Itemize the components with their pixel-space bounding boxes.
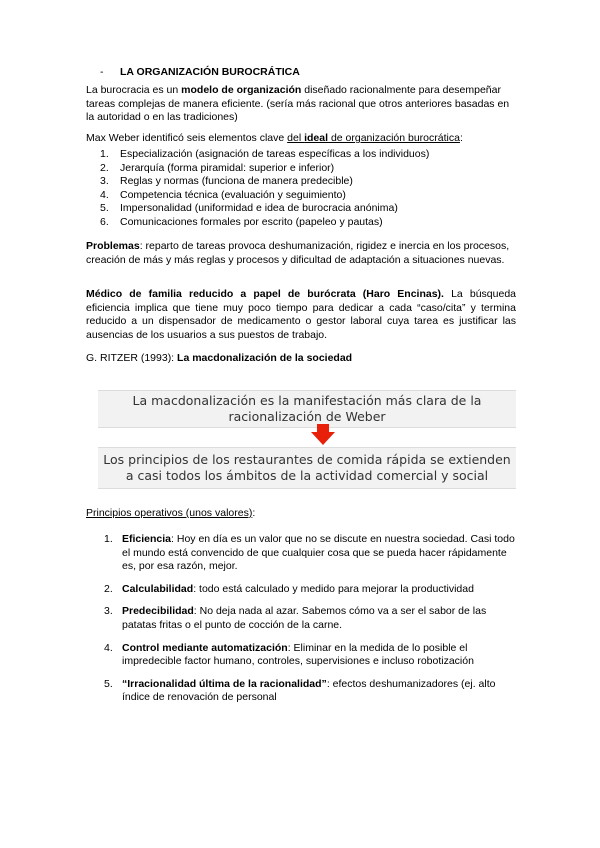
arrow-head	[311, 432, 335, 445]
list-item: 4. Competencia técnica (evaluación y seguimiento)	[100, 188, 346, 201]
list-item: 2. Jerarquía (forma piramidal: superior e inferior)	[100, 161, 335, 174]
list-item: 1. Eficiencia: Hoy en día es un valor que no se discute en nuestra sociedad. Casi todo el mundo está convencido de que cualquier cosa que se pueda hacer rápidamente es, por esa razón, mejor.	[104, 533, 515, 573]
intro-suffix: diseñado racionalmente para desempeñar tareas complejas de manera eficiente. (sería más racional que otros anteriores basadas en la autoridad o en las tradiciones)	[86, 84, 510, 124]
list-item: 3. Predecibilidad: No deja nada al azar. Sabemos cómo va a ser el sabor de las patatas fritas o el punto de cocción de la carne.	[104, 605, 487, 631]
down-arrow-icon	[311, 424, 335, 446]
weber-ideal-phrase: del ideal de organización burocrática	[287, 132, 460, 144]
weber-prefix: Max Weber identificó seis elementos clave	[86, 132, 288, 144]
list-item: 5. Impersonalidad (uniformidad e idea de burocracia anónima)	[100, 202, 398, 215]
doctor-text: La búsqueda eficiencia implica que tiene muy poco tiempo para dedicar a cada “caso/cita” y termina reducido a un dispensador de medicamento o gestor laboral cuya tarea es justificar las ausencias de los usuarios a sus puestos de trabajo.	[86, 288, 516, 341]
ritzer-title: La macdonalización de la sociedad	[177, 352, 353, 364]
problems-paragraph	[86, 240, 516, 267]
list-item: 2. Calculabilidad: todo está calculado y medido para mejorar la productividad	[104, 582, 474, 595]
problems-label: Problemas	[86, 240, 140, 252]
intro-prefix: La burocracia es un	[86, 84, 182, 96]
section-title: LA ORGANIZACIÓN BUROCRÁTICA	[120, 66, 300, 78]
doctor-bold: Médico de familia reducido a papel de burócrata (Haro Encinas).	[86, 288, 444, 300]
list-item: 5. “Irracionalidad última de la racionalidad”: efectos deshumanizadores (ej. alto índice de renovación de personal	[104, 677, 496, 704]
ritzer-line	[86, 352, 516, 366]
doctor-paragraph	[86, 288, 516, 342]
fast-food-text: Los principios de los restaurantes de comida rápida se extienden a casi todos los ámbitos de la actividad comercial y social	[103, 452, 511, 483]
problems-text: : reparto de tareas provoca deshumanización, rigidez e inercia en los procesos, creación de más y más reglas y procesos y dificultad de adaptación a situaciones nuevas.	[86, 240, 510, 266]
intro-bold: modelo de organización	[181, 84, 302, 96]
bureaucracy-elements-list	[100, 148, 429, 230]
weber-suffix: :	[459, 132, 463, 144]
macdonalization-box	[98, 390, 516, 428]
arrow-shaft	[317, 424, 329, 433]
weber-paragraph	[86, 132, 516, 146]
principles-heading: Principios operativos (unos valores):	[86, 507, 256, 519]
intro-paragraph	[86, 84, 516, 125]
ritzer-prefix: G. RITZER (1993):	[86, 352, 178, 364]
list-item: 3. Reglas y normas (funciona de manera predecible)	[100, 175, 353, 188]
heading-bullet: -	[100, 66, 104, 78]
principles-list	[104, 533, 516, 714]
list-item: 4. Control mediante automatización: Eliminar en la medida de lo posible el impredecible factor humano, controles, supervisiones e incluso robotización	[104, 641, 474, 668]
list-item: 1. Especialización (asignación de tareas específicas a los individuos)	[100, 148, 430, 160]
section-heading	[100, 66, 300, 80]
macdonalization-text: La macdonalización es la manifestación más clara de la racionalización de Weber	[132, 393, 482, 424]
principles-title: Principios operativos (unos valores)	[86, 507, 253, 519]
list-item: 6. Comunicaciones formales por escrito (papeleo y pautas)	[100, 215, 383, 228]
fast-food-principles-box	[98, 447, 516, 489]
